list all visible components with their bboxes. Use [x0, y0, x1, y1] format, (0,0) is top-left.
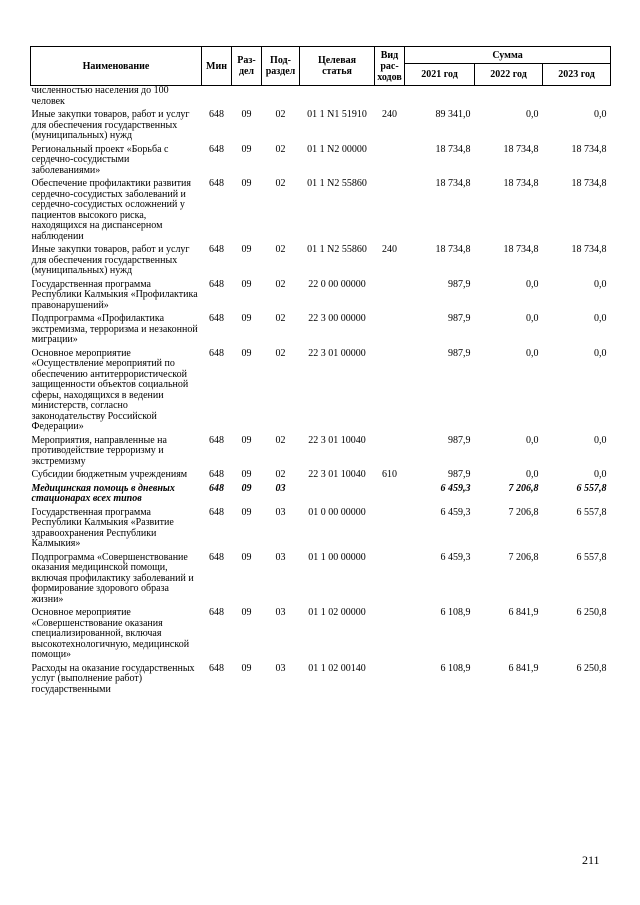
cell-sum-2023: 0,0	[594, 313, 607, 324]
cell-min: 648	[209, 551, 224, 563]
cell-min: 648	[209, 506, 224, 518]
cell-name: Расходы на оказание государственных услуг (выполнение работ) государственными	[31, 662, 195, 695]
cell-target: 01 1 02 00140	[308, 662, 366, 674]
cell-podrazdel: 02	[275, 469, 286, 480]
table-row	[31, 433, 611, 468]
cell-razdel: 09	[241, 347, 252, 359]
cell-sum-2022: 6 841,9	[508, 607, 539, 618]
cell-target: 01 1 N2 55860	[307, 178, 367, 189]
col-header-expense-type: Вид рас- ходов	[375, 47, 405, 86]
cell-target: 22 3 01 10040	[308, 469, 366, 480]
cell-razdel: 09	[241, 662, 252, 674]
cell-sum-2023: 6 557,8	[576, 482, 607, 494]
cell-sum-2021: 18 734,8	[435, 143, 471, 155]
cell-expense-type	[375, 505, 405, 550]
table-row	[31, 311, 611, 346]
cell-min: 648	[209, 143, 224, 155]
cell-sum-2022: 0,0	[526, 313, 539, 324]
cell-expense-type	[375, 481, 405, 505]
cell-sum-2022: 18 734,8	[503, 143, 539, 155]
cell-name: Государственная программа Республики Калмыкия «Развитие здравоохранения Республики Калмыкия»	[31, 506, 174, 549]
cell-min: 648	[209, 662, 224, 674]
cell-razdel: 09	[241, 482, 252, 494]
cell-min: 648	[209, 313, 224, 324]
col-header-razdel: Раз- дел	[232, 47, 262, 86]
table-row	[31, 481, 611, 505]
cell-expense-type	[375, 433, 405, 468]
col-header-2023: 2023 год	[543, 64, 611, 86]
cell-min: 648	[209, 482, 224, 494]
cell-sum-2023: 18 734,8	[571, 244, 607, 255]
cell-sum-2021: 6 108,9	[440, 607, 471, 618]
table-row	[31, 550, 611, 606]
cell-sum-2022: 6 841,9	[508, 662, 539, 674]
cell-sum-2021: 987,9	[448, 347, 471, 359]
cell-min: 648	[209, 434, 224, 446]
cell-target: 01 1 02 00000	[308, 607, 366, 618]
cell-name: Обеспечение профилактики развития сердечно-сосудистых заболеваний и сердечно-сосудистых осложнений у пациентов высокого риска, находящихся на диспансерном наблюдении	[31, 178, 192, 242]
cell-podrazdel: 03	[275, 551, 286, 563]
cell-target: 22 3 00 00000	[308, 313, 366, 324]
cell-expense-type: 610	[382, 469, 397, 480]
table-row	[31, 176, 611, 242]
cell-sum-2023: 0,0	[594, 347, 607, 359]
cell-name: Основное мероприятие «Осуществление мероприятий по обеспечению антитеррористической защищенности объектов социальной сферы, находящихся в ведении министерств, согласно законодательству Российской Федерации»	[31, 347, 189, 432]
cell-sum-2023: 6 250,8	[576, 607, 607, 618]
cell-min	[202, 86, 232, 108]
cell-razdel: 09	[241, 109, 252, 120]
cell-name: Иные закупки товаров, работ и услуг для обеспечения государственных (муниципальных) нужд	[31, 109, 190, 141]
cell-podrazdel: 02	[275, 244, 286, 255]
cell-name: Подпрограмма «Совершенствование оказания медицинской помощи, включая профилактику заболеваний и формирование здорового образа жизни»	[31, 551, 194, 605]
cell-sum-2022: 7 206,8	[508, 506, 539, 518]
cell-sum-2021: 18 734,8	[435, 178, 471, 189]
cell-podrazdel: 02	[275, 109, 286, 120]
cell-sum-2022: 18 734,8	[503, 178, 539, 189]
cell-razdel: 09	[241, 313, 252, 324]
cell-sum-2021: 6 108,9	[440, 662, 471, 674]
cell-sum-2022: 0,0	[526, 109, 539, 120]
cell-podrazdel: 03	[275, 482, 286, 494]
cell-sum-2021: 18 734,8	[435, 244, 471, 255]
cell-podrazdel: 02	[275, 278, 286, 290]
table-row	[31, 505, 611, 550]
cell-target: 22 3 01 00000	[308, 347, 366, 359]
cell-target: 01 1 N2 55860	[307, 244, 367, 255]
cell-expense-type	[375, 661, 405, 696]
cell-target: 01 1 N1 51910	[307, 109, 367, 120]
cell-target: 22 0 00 00000	[308, 278, 366, 290]
cell-min: 648	[209, 109, 224, 120]
cell-name: Подпрограмма «Профилактика экстремизма, терроризма и незаконной миграции»	[31, 313, 198, 345]
cell-podrazdel: 03	[275, 607, 286, 618]
cell-expense-type	[375, 142, 405, 177]
col-header-name: Наименование	[31, 47, 202, 86]
cell-razdel: 09	[241, 143, 252, 155]
cell-podrazdel: 02	[275, 143, 286, 155]
cell-sum-2022: 0,0	[526, 434, 539, 446]
cell-min: 648	[209, 278, 224, 290]
table-body	[31, 86, 611, 696]
cell-sum-2021: 987,9	[448, 434, 471, 446]
cell-expense-type	[375, 311, 405, 346]
cell-name: Государственная программа Республики Калмыкия «Профилактика правонарушений»	[31, 278, 198, 311]
cell-sum-2023: 0,0	[594, 278, 607, 290]
cell-target	[300, 86, 375, 108]
cell-razdel: 09	[241, 551, 252, 563]
cell-razdel: 09	[241, 178, 252, 189]
col-header-target: Целевая статья	[300, 47, 375, 86]
cell-razdel: 09	[241, 434, 252, 446]
cell-podrazdel	[262, 86, 300, 108]
col-header-sum: Сумма	[405, 47, 611, 64]
cell-sum-2022: 0,0	[526, 469, 539, 480]
cell-expense-type	[375, 605, 405, 661]
cell-razdel	[232, 86, 262, 108]
cell-expense-type	[375, 550, 405, 606]
cell-podrazdel: 03	[275, 506, 286, 518]
cell-sum-2023: 18 734,8	[571, 143, 607, 155]
table-row	[31, 661, 611, 696]
cell-sum-2021	[405, 86, 475, 108]
cell-sum-2022	[475, 86, 543, 108]
table-row	[31, 242, 611, 277]
cell-sum-2023: 0,0	[594, 434, 607, 446]
cell-sum-2023: 18 734,8	[571, 178, 607, 189]
table-row	[31, 107, 611, 142]
cell-sum-2022: 7 206,8	[508, 482, 539, 494]
cell-razdel: 09	[241, 469, 252, 480]
cell-podrazdel: 02	[275, 347, 286, 359]
cell-target	[300, 481, 375, 505]
cell-target: 01 1 N2 00000	[307, 143, 367, 155]
cell-name: численностью населения до 100 человек	[31, 85, 169, 107]
table-row	[31, 605, 611, 661]
col-header-2021: 2021 год	[405, 64, 475, 86]
cell-expense-type: 240	[382, 244, 397, 255]
table-row	[31, 346, 611, 433]
cell-razdel: 09	[241, 278, 252, 290]
cell-expense-type	[375, 277, 405, 312]
cell-sum-2023: 0,0	[594, 109, 607, 120]
cell-name: Основное мероприятие «Совершенствование оказания специализированной, включая высокотехнологичную, медицинской помощи»	[31, 607, 190, 660]
col-header-2022: 2022 год	[475, 64, 543, 86]
cell-name: Региональный проект «Борьба с сердечно-сосудистыми заболеваниями»	[31, 143, 169, 176]
cell-target: 01 1 00 00000	[308, 551, 366, 563]
cell-min: 648	[209, 469, 224, 480]
cell-target: 01 0 00 00000	[308, 506, 366, 518]
cell-expense-type: 240	[382, 109, 397, 120]
cell-name: Субсидии бюджетным учреждениям	[31, 469, 188, 480]
cell-sum-2021: 89 341,0	[435, 109, 471, 120]
budget-table	[30, 46, 611, 695]
cell-name: Мероприятия, направленные на противодействие терроризму и экстремизму	[31, 434, 167, 467]
cell-expense-type	[375, 86, 405, 108]
cell-name: Иные закупки товаров, работ и услуг для обеспечения государственных (муниципальных) нужд	[31, 244, 190, 276]
cell-sum-2022: 7 206,8	[508, 551, 539, 563]
cell-sum-2023: 6 557,8	[576, 506, 607, 518]
cell-razdel: 09	[241, 506, 252, 518]
table-row	[31, 467, 611, 481]
cell-sum-2021: 6 459,3	[440, 482, 471, 494]
cell-sum-2022: 18 734,8	[503, 244, 539, 255]
cell-min: 648	[209, 607, 224, 618]
cell-sum-2022: 0,0	[526, 347, 539, 359]
cell-razdel: 09	[241, 244, 252, 255]
cell-target: 22 3 01 10040	[308, 434, 366, 446]
cell-sum-2021: 6 459,3	[440, 551, 471, 563]
cell-sum-2023: 6 250,8	[576, 662, 607, 674]
cell-sum-2021: 6 459,3	[440, 506, 471, 518]
cell-min: 648	[209, 347, 224, 359]
table-row	[31, 142, 611, 177]
cell-name: Медицинская помощь в дневных стационарах всех типов	[31, 482, 175, 504]
cell-podrazdel: 02	[275, 313, 286, 324]
cell-podrazdel: 03	[275, 662, 286, 674]
col-header-min: Мин	[202, 47, 232, 86]
cell-sum-2023	[543, 86, 611, 108]
table-row	[31, 277, 611, 312]
cell-sum-2021: 987,9	[448, 469, 471, 480]
cell-expense-type	[375, 346, 405, 433]
col-header-podrazdel: Под- раздел	[262, 47, 300, 86]
cell-expense-type	[375, 176, 405, 242]
cell-sum-2022: 0,0	[526, 278, 539, 290]
cell-sum-2021: 987,9	[448, 313, 471, 324]
cell-min: 648	[209, 178, 224, 189]
cell-podrazdel: 02	[275, 178, 286, 189]
cell-razdel: 09	[241, 607, 252, 618]
cell-podrazdel: 02	[275, 434, 286, 446]
cell-sum-2023: 6 557,8	[576, 551, 607, 563]
cell-sum-2023: 0,0	[594, 469, 607, 480]
table-row	[31, 86, 611, 108]
budget-table-page	[30, 46, 610, 695]
page-number: 211	[582, 853, 600, 867]
cell-sum-2021: 987,9	[448, 278, 471, 290]
cell-min: 648	[209, 244, 224, 255]
